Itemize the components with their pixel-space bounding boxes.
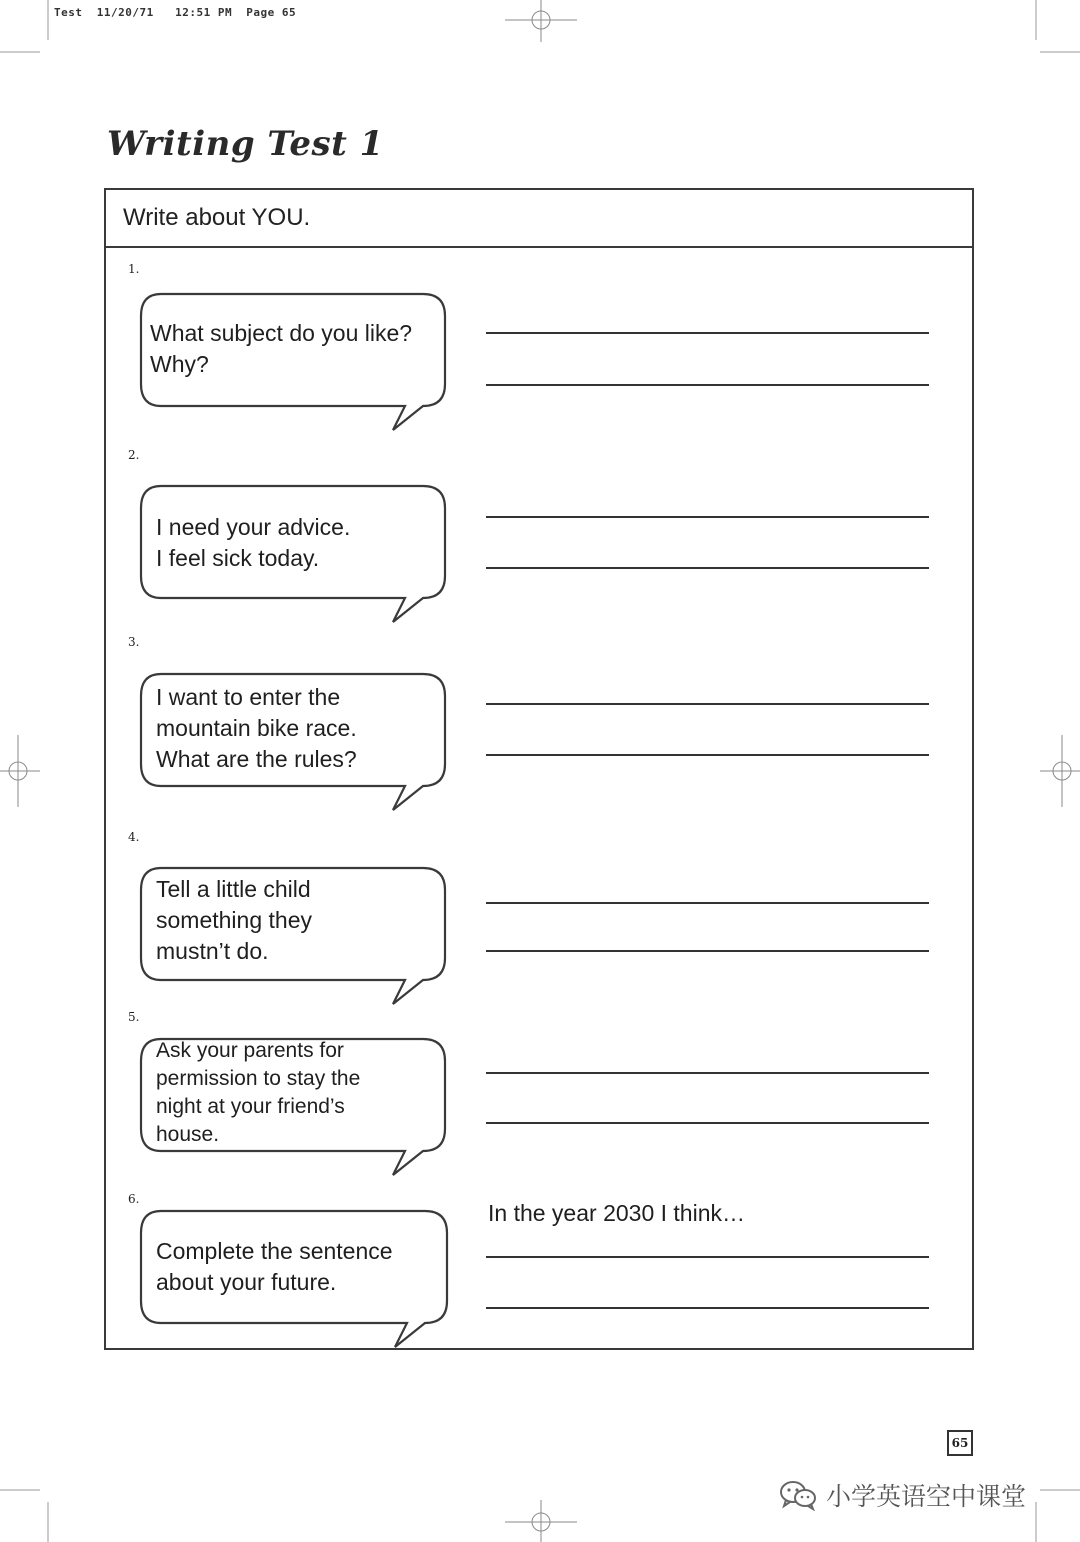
print-slug: Test 11/20/71 12:51 PM Page 65: [54, 6, 297, 19]
answer-prompt: In the year 2030 I think…: [488, 1200, 745, 1226]
question-text: I need your advice. I feel sick today.: [156, 514, 351, 571]
registration-mark-bottom: [505, 1500, 577, 1542]
answer-line[interactable]: [486, 384, 929, 386]
question-text: I want to enter the mountain bike race. What are the rules?: [156, 684, 357, 772]
question-number: 1.: [128, 262, 140, 276]
question-number: 6.: [128, 1192, 140, 1206]
answer-line[interactable]: [486, 1256, 929, 1258]
question-text: Complete the sentence about your future.: [156, 1238, 393, 1295]
answer-line[interactable]: [486, 754, 929, 756]
answer-line[interactable]: [486, 1072, 929, 1074]
registration-mark-right: [1040, 735, 1080, 807]
answer-line[interactable]: [486, 332, 929, 334]
answer-line[interactable]: [486, 1307, 929, 1309]
worksheet-frame: [104, 188, 974, 1350]
worksheet-title: Writing Test 1: [107, 124, 384, 164]
answer-line[interactable]: [486, 703, 929, 705]
question-text: What subject do you like? Why?: [150, 320, 413, 377]
answer-line[interactable]: [486, 1122, 929, 1124]
watermark: [778, 1478, 1026, 1512]
page-number-box: [947, 1430, 973, 1456]
watermark-text: 小学英语空中课堂: [826, 1482, 1027, 1511]
question-number: 2.: [128, 448, 140, 462]
instruction-text: Write about YOU.: [123, 204, 311, 231]
instruction-bar: [106, 190, 972, 248]
question-text: Tell a little child something they mustn’t do.: [156, 876, 312, 964]
answer-line[interactable]: [486, 950, 929, 952]
question-number: 4.: [128, 830, 140, 844]
question-text: Ask your parents for permission to stay the night at your friend’s house.: [156, 1039, 361, 1146]
wechat-icon: [778, 1479, 818, 1511]
page-number: 65: [951, 1436, 969, 1450]
registration-mark-left: [0, 735, 40, 807]
question-number: 5.: [128, 1010, 140, 1024]
question-number: 3.: [128, 635, 140, 649]
answer-line[interactable]: [486, 902, 929, 904]
answer-line[interactable]: [486, 567, 929, 569]
registration-mark-top: [505, 0, 577, 42]
answer-line[interactable]: [486, 516, 929, 518]
